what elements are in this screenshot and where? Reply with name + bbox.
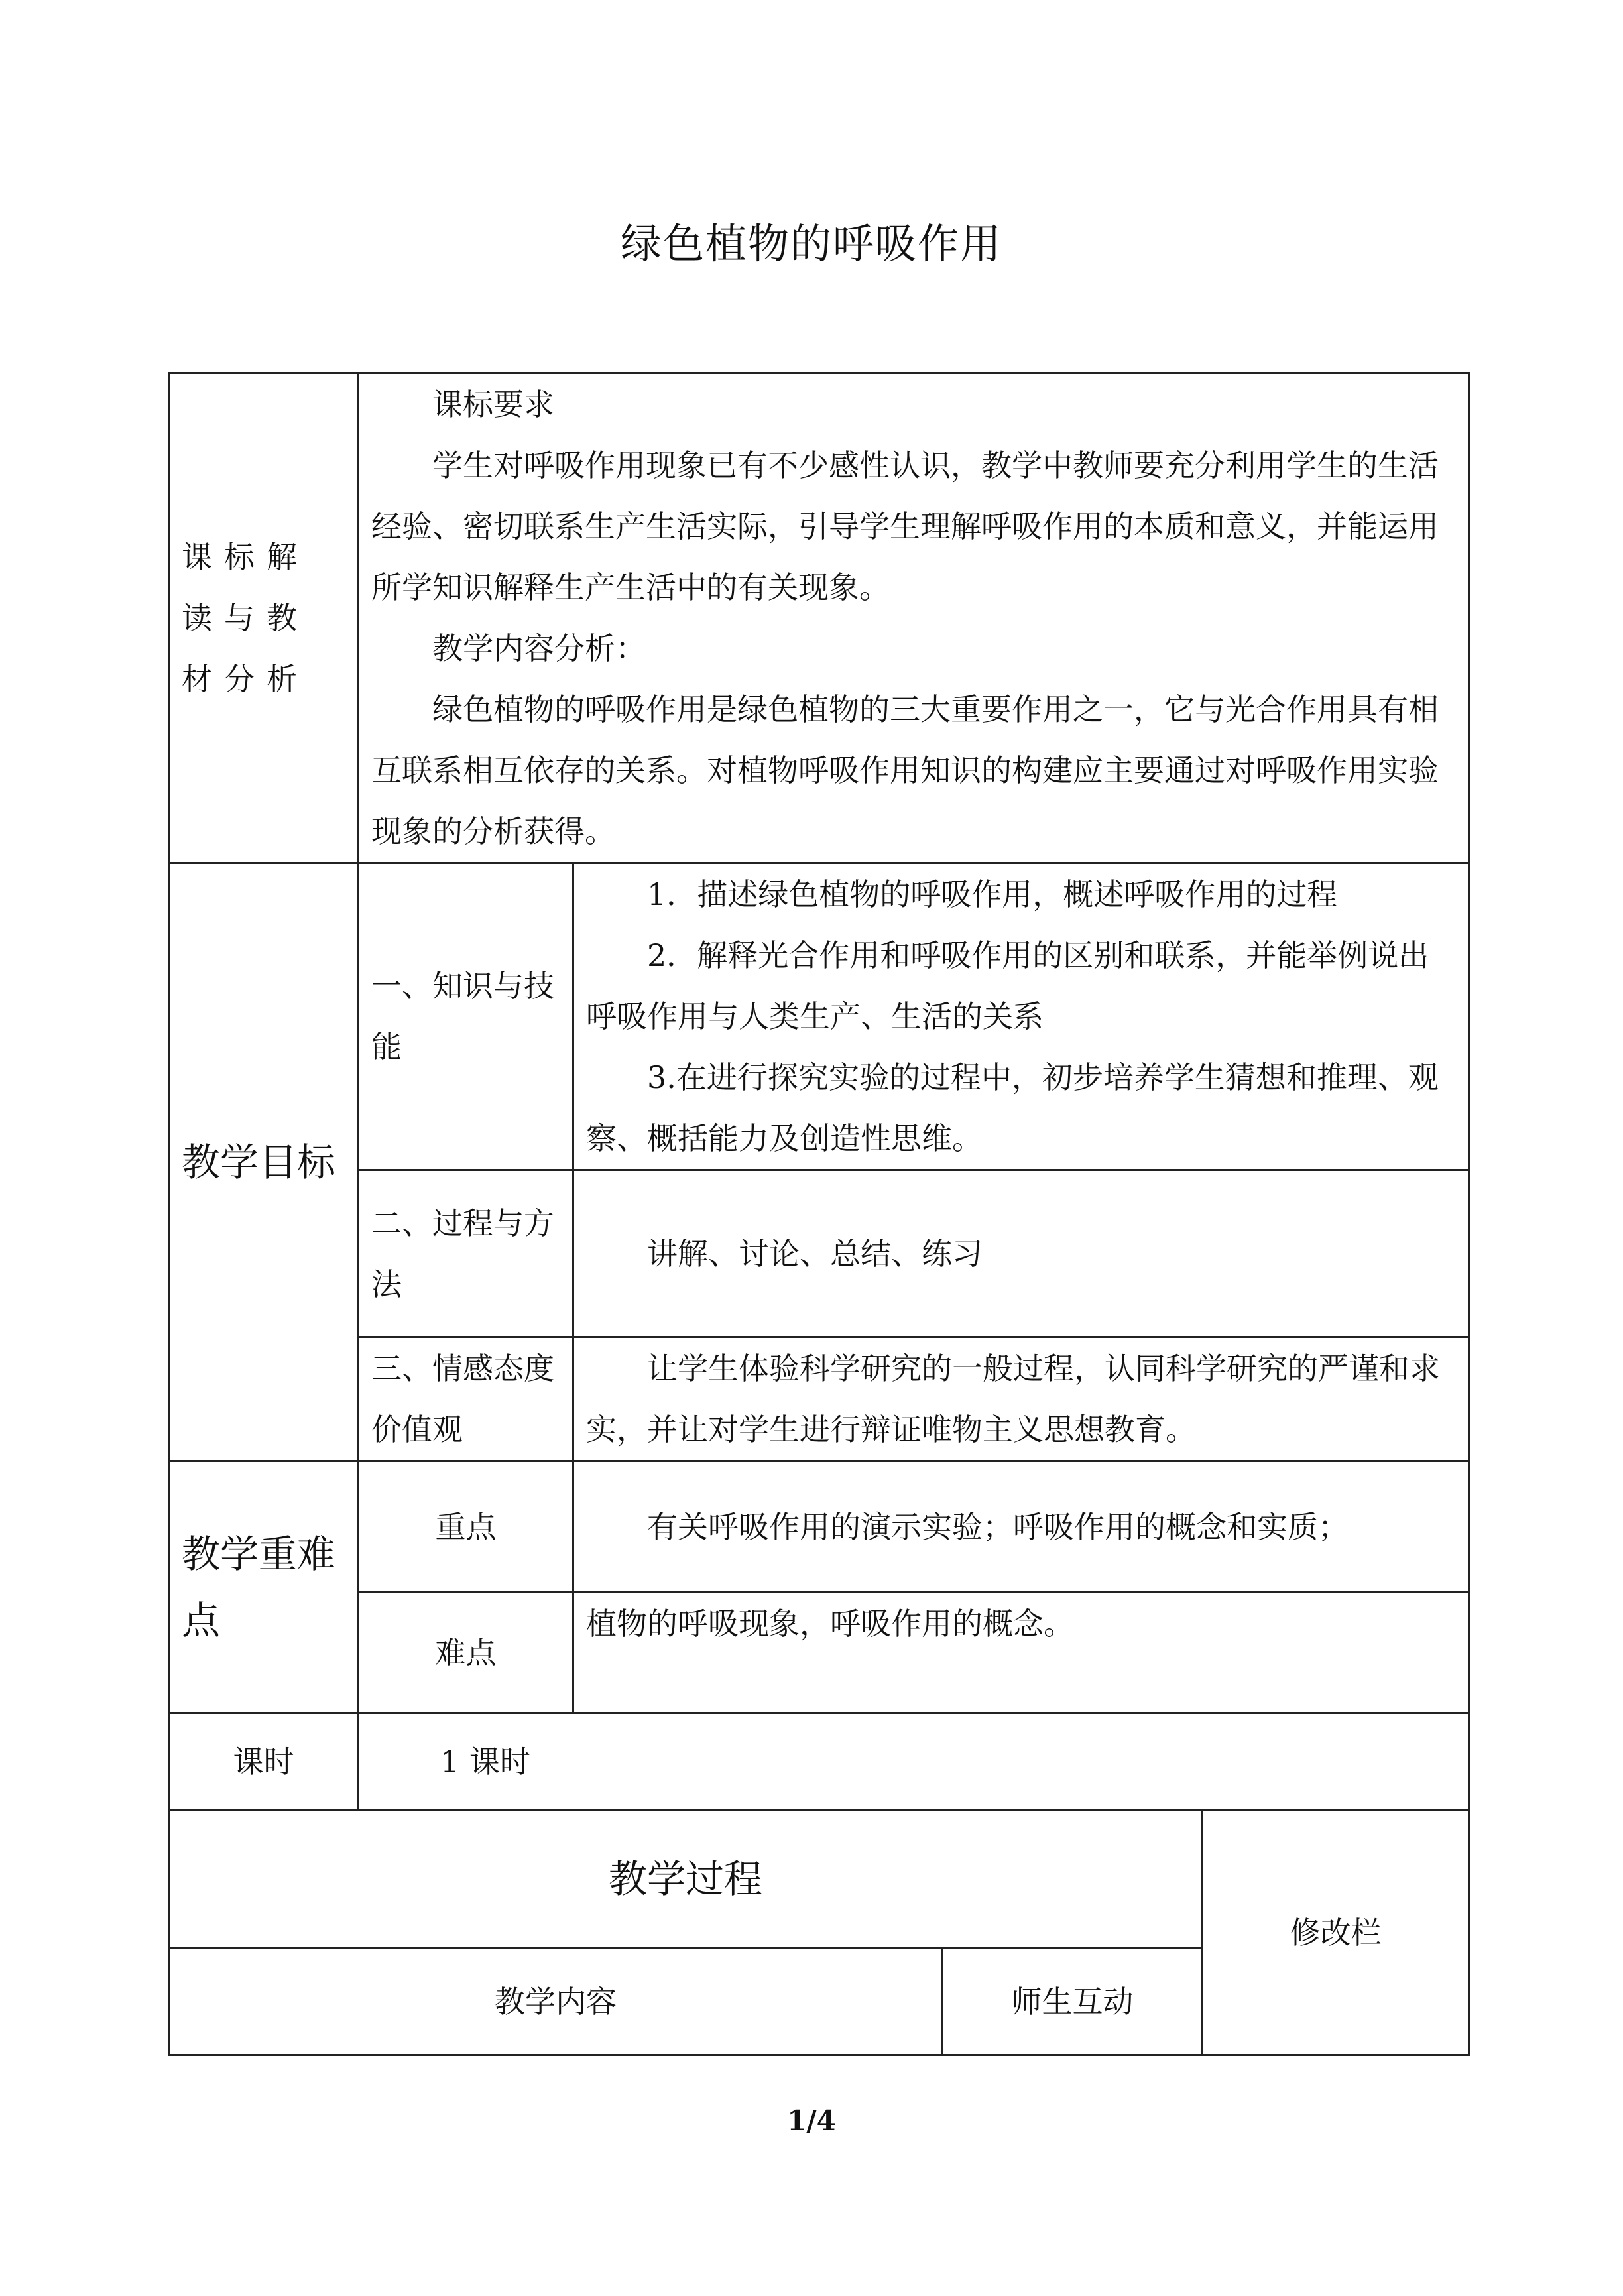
content-analysis-paragraph: 绿色植物的呼吸作用是绿色植物的三大重要作用之一，它与光合作用具有相互联系相互依存的关系。对植物呼吸作用知识的构建应主要通过对呼吸作用实验现象的分析获得。 xyxy=(371,692,1439,849)
teaching-goals-label: 教学目标 xyxy=(169,863,359,1461)
goal-item: 3.在进行探究实验的过程中，初步培养学生猜想和推理、观察、概括能力及创造性思维。 xyxy=(586,1059,1439,1156)
difficult-point-label: 难点 xyxy=(359,1593,573,1713)
teacher-student-interaction-header: 师生互动 xyxy=(943,1948,1203,2055)
content-analysis-heading: 教学内容分析： xyxy=(432,631,646,666)
curriculum-heading: 课标要求 xyxy=(432,387,554,422)
key-point-content: 有关呼吸作用的演示实验；呼吸作用的概念和实质； xyxy=(573,1461,1469,1593)
knowledge-skills-content xyxy=(573,863,1469,1170)
revision-column: 修改栏 xyxy=(1203,1810,1469,2055)
teaching-process-title: 教学过程 xyxy=(169,1810,1203,1948)
process-method-content: 讲解、讨论、总结、练习 xyxy=(573,1170,1469,1337)
lesson-plan-table xyxy=(168,372,1470,2056)
emotion-values-label: 三、情感态度价值观 xyxy=(359,1337,573,1461)
goal-item: 1．描述绿色植物的呼吸作用，概述呼吸作用的过程 xyxy=(647,876,1338,912)
page-number: 1/4 xyxy=(787,2104,836,2137)
curriculum-analysis-label: 课标解读与教材分析 xyxy=(169,373,359,863)
goal-item: 2．解释光合作用和呼吸作用的区别和联系，并能举例说出呼吸作用与人类生产、生活的关系 xyxy=(586,937,1429,1034)
curriculum-analysis-content xyxy=(359,373,1469,863)
process-method-label: 二、过程与方法 xyxy=(359,1170,573,1337)
class-hours-value: 1 课时 xyxy=(359,1713,1469,1810)
class-hours-label: 课时 xyxy=(169,1713,359,1810)
curriculum-paragraph: 学生对呼吸作用现象已有不少感性认识，教学中教师要充分利用学生的生活经验、密切联系生产生活实际，引导学生理解呼吸作用的本质和意义，并能运用所学知识解释生产生活中的有关现象。 xyxy=(371,448,1439,605)
teaching-content-header: 教学内容 xyxy=(169,1948,943,2055)
page-title: 绿色植物的呼吸作用 xyxy=(620,219,1002,268)
key-difficult-label: 教学重难点 xyxy=(169,1461,359,1713)
difficult-point-content: 植物的呼吸现象，呼吸作用的概念。 xyxy=(573,1593,1469,1713)
emotion-values-content: 让学生体验科学研究的一般过程，认同科学研究的严谨和求实，并让对学生进行辩证唯物主义思想教育。 xyxy=(573,1337,1469,1461)
knowledge-skills-label: 一、知识与技能 xyxy=(359,863,573,1170)
key-point-label: 重点 xyxy=(359,1461,573,1593)
